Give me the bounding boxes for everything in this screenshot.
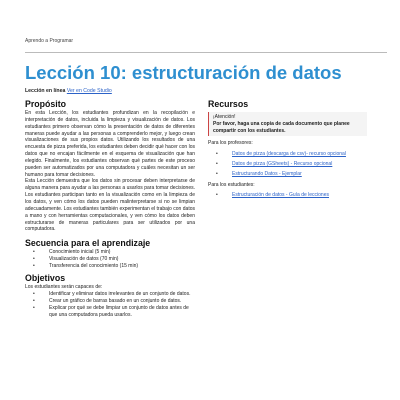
bullet-icon: •	[33, 255, 35, 262]
notice-box	[208, 112, 367, 136]
online-lesson-line	[25, 88, 112, 94]
teacher-link-pizza-gsheets[interactable]: Datos de pizza (GSheets) - Recurso opcional	[232, 161, 333, 168]
teacher-resources-list	[208, 151, 378, 178]
notice-text: Por favor, haga una copia de cada documento que planee compartir con los estudiantes.	[213, 120, 350, 134]
student-resources-list	[208, 192, 378, 199]
list-item	[25, 249, 195, 256]
list-item	[25, 256, 195, 263]
bullet-icon: •	[216, 150, 218, 157]
list-item	[25, 263, 195, 270]
resources-heading: Recursos	[208, 99, 249, 109]
teacher-link-exemplar[interactable]: Estructurando Datos - Ejemplar	[232, 171, 302, 178]
objectives-intro: Los estudiantes serán capaces de:	[25, 284, 103, 291]
objectives-list	[25, 291, 195, 318]
sequence-list	[25, 249, 195, 269]
online-label: Lección en línea	[25, 88, 66, 94]
teachers-label: Para los profesores:	[208, 140, 253, 147]
bullet-icon: •	[33, 291, 35, 298]
student-link-guide[interactable]: Estructuración de datos - Guía de lecciones	[232, 192, 329, 199]
purpose-heading: Propósito	[25, 99, 67, 109]
sequence-item-2: Visualización de datos (70 min)	[49, 255, 119, 262]
bullet-icon: •	[33, 249, 35, 256]
list-item	[25, 298, 195, 305]
sequence-item-3: Transferencia del conocimiento (15 min)	[49, 262, 139, 269]
sequence-item-1: Conocimiento inicial (5 min)	[49, 249, 111, 256]
list-item	[208, 171, 378, 178]
bullet-icon: •	[33, 262, 35, 269]
objective-item-2: Crear un gráfico de barras basado en un conjunto de datos.	[49, 298, 182, 305]
left-column	[25, 99, 195, 319]
list-item	[208, 151, 378, 158]
students-label: Para los estudiantes:	[208, 182, 255, 189]
list-item	[208, 161, 378, 168]
list-item	[25, 305, 195, 318]
notice-title: ¡Atención!	[213, 114, 236, 120]
objectives-heading: Objetivos	[25, 273, 66, 284]
page-title: Lección 10: estructuración de datos	[25, 62, 342, 83]
right-column	[208, 99, 378, 199]
list-item	[25, 291, 195, 298]
list-item	[208, 192, 378, 199]
course-header: Aprendo a Programar	[25, 38, 387, 53]
purpose-paragraph-2: Esta Lección demuestra que los datos sin procesar deben interpretarse de alguna manera para ayudar a las personas a usarlos para tomar decisiones. Los estudiantes participan tanto en la visualización como en la limpieza de los datos, y ven cómo los datos pueden malinterpretarse si no se limpian adecuadamente. Los estudiantes también experimentan el trabajo con datos a mano y con herramientas computacionales, y ven cómo los datos deben estructurarse de maneras particulares para ser utilizados por una computadora.	[25, 178, 195, 233]
objective-item-1: Identificar y eliminar datos irrelevantes de un conjunto de datos.	[49, 291, 191, 298]
teacher-link-pizza-csv[interactable]: Datos de pizza (descarga de csv)- recurso opcional	[232, 150, 346, 157]
sequence-heading: Secuencia para el aprendizaje	[25, 238, 151, 249]
code-studio-link[interactable]: Ver en Code Studio	[66, 88, 112, 94]
bullet-icon: •	[216, 192, 218, 199]
purpose-paragraph-1: En esta Lección, los estudiantes profundizan en la recopilación e interpretación de datos, incluida la limpieza y visualización de datos. Los estudiantes primero observan cómo la presentación de datos de diferentes maneras puede ayudar a las personas a comprenderlo mejor, y luego crean visualizaciones de sus propios datos. Utilizando los resultados de una encuesta de pizza preferida, los estudiantes deben decidir qué hacer con los datos que no encajan fácilmente en el esquema de visualización que han elegido. Finalmente, los estudiantes observan qué partes de este proceso pueden ser automatizados por una computadora y cuáles necesitan un ser humano para tomar decisiones.	[25, 110, 195, 178]
bullet-icon: •	[33, 298, 35, 305]
bullet-icon: •	[216, 171, 218, 178]
objective-item-3: Explicar por qué se debe limpiar un conjunto de datos antes de que una computadora pueda usarlos.	[49, 305, 189, 318]
bullet-icon: •	[216, 161, 218, 168]
bullet-icon: •	[33, 305, 35, 312]
